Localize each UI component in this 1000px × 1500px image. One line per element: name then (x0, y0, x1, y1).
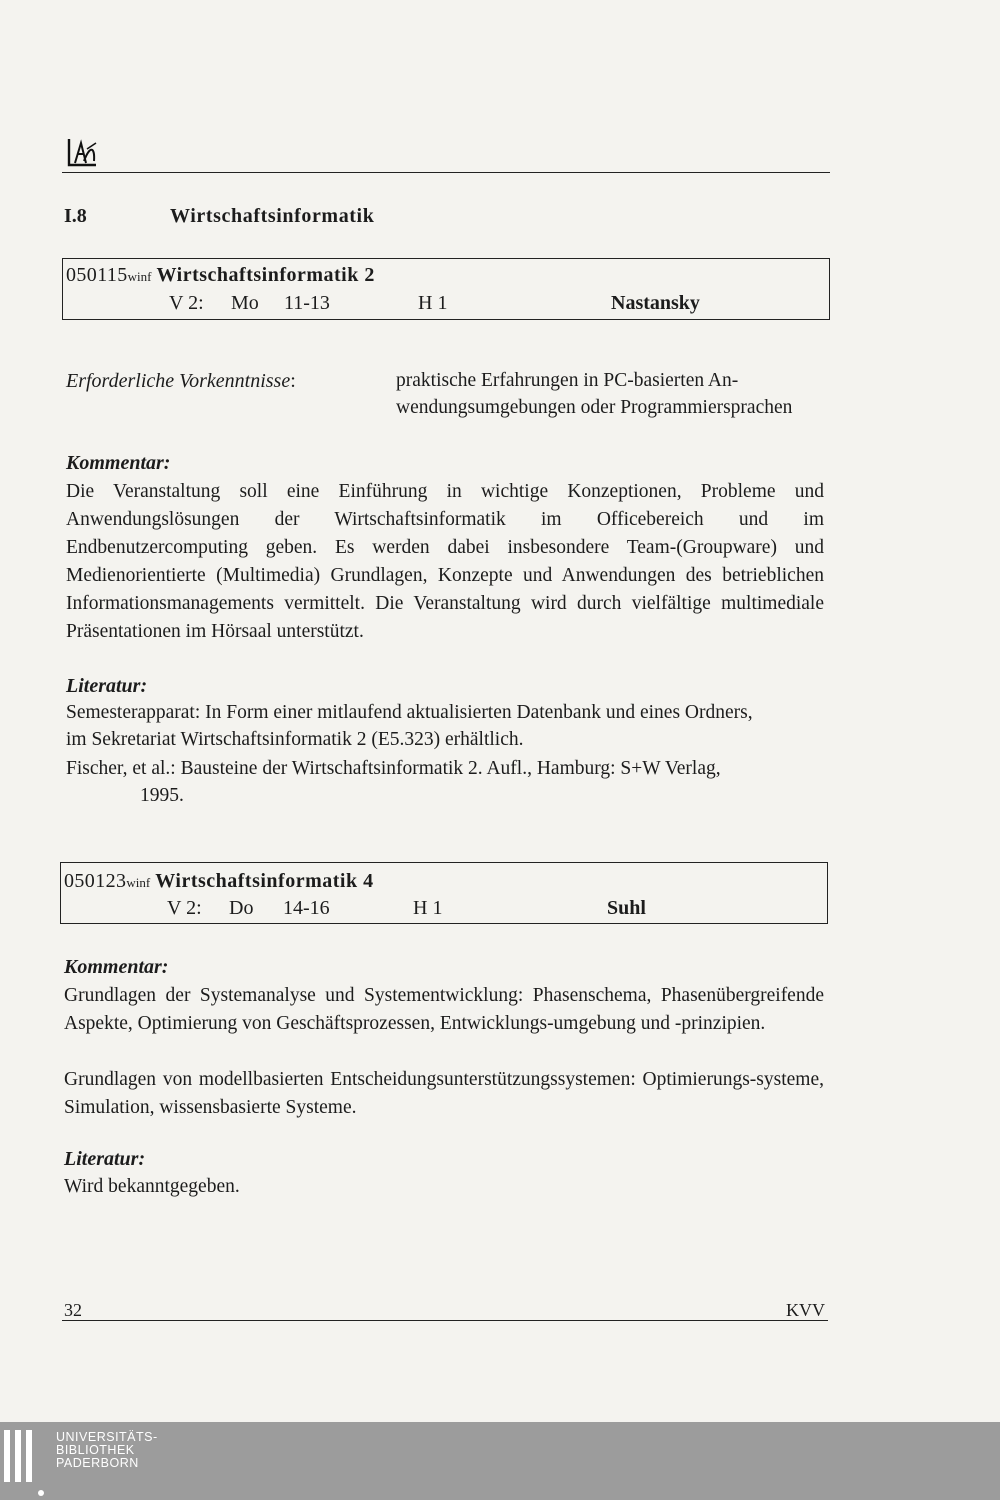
comment-text-2a: Grundlagen der Systemanalyse und Systementwicklung: Phasenschema, Phasenübergreifende Aspekte, Optimierung von Geschäftsprozessen, Entwicklungs-umgebung und -prinzipien. (64, 985, 824, 1034)
page-number: 32 (64, 1300, 82, 1320)
course-box-1 (62, 258, 830, 320)
course-time: 11-13 (284, 292, 330, 314)
footer-kvv: KVV (786, 1300, 825, 1320)
course-box-2 (60, 862, 828, 924)
course-lecturer: Suhl (607, 897, 646, 919)
literature-line-2: im Sekretariat Wirtschaftsinformatik 2 (E5.323) erhältlich. (66, 729, 524, 750)
course-room: H 1 (418, 292, 448, 314)
footer-divider (62, 1320, 828, 1321)
literature-line-1: Semesterapparat: In Form einer mitlaufend aktualisierten Datenbank und eines Ordners, (66, 702, 753, 723)
literature-line-3: Fischer, et al.: Bausteine der Wirtschaftsinformatik 2. Aufl., Hamburg: S+W Verlag, (66, 758, 721, 779)
course-time: 14-16 (283, 897, 330, 919)
literature-text-2: Wird bekanntgegeben. (64, 1176, 240, 1197)
comment-label: Kommentar: (66, 452, 171, 474)
comment-label-2: Kommentar: (64, 956, 169, 978)
header-divider (62, 172, 830, 173)
section-number: I.8 (64, 205, 87, 227)
prereq-line-2: wendungsumgebungen oder Programmiersprachen (396, 397, 793, 418)
course-type: V 2: (167, 897, 202, 919)
library-logo-icon (4, 1430, 37, 1487)
course-type: V 2: (169, 292, 204, 314)
course-room: H 1 (413, 897, 443, 919)
course-code-suffix: winf (126, 875, 151, 890)
course-code: 050115 (66, 264, 128, 286)
course-day: Do (229, 897, 254, 919)
course-code-suffix: winf (127, 269, 152, 284)
library-name: UNIVERSITÄTS- BIBLIOTHEK PADERBORN (56, 1430, 158, 1470)
literature-label-2: Literatur: (64, 1148, 146, 1170)
university-logo-icon (66, 135, 100, 169)
literature-line-4: 1995. (140, 785, 184, 806)
prereq-line-1: praktische Erfahrungen in PC-basierten An- (396, 370, 739, 391)
section-title: Wirtschaftsinformatik (170, 205, 375, 227)
course-title: Wirtschaftsinformatik 2 (156, 264, 375, 286)
course-title: Wirtschaftsinformatik 4 (155, 870, 374, 892)
literature-label: Literatur: (66, 675, 148, 697)
course-code: 050123 (64, 870, 127, 892)
comment-text: Die Veranstaltung soll eine Einführung in wichtige Konzeptionen, Probleme und Anwendungslösungen der Wirtschaftsinformatik im Officebereich und im Endbenutzercomputing geben. Es werden dabei insbesondere Team-(Groupware) und Medienorientierte (Multimedia) Grundlagen, Konzepte und Anwendungen des betrieblichen Informationsmanagements vermittelt. Die Veranstaltung wird durch vielfältige multimediale Präsentationen im Hörsaal unterstützt. (66, 481, 824, 642)
logo-dot-icon (38, 1490, 44, 1496)
course-lecturer: Nastansky (611, 292, 700, 314)
comment-text-2b: Grundlagen von modellbasierten Entscheidungsunterstützungssystemen: Optimierungs-systeme, Simulation, wissensbasierte Systeme. (64, 1069, 824, 1118)
course-day: Mo (231, 292, 259, 314)
prereq-label: Erforderliche Vorkenntnisse: (66, 370, 296, 392)
